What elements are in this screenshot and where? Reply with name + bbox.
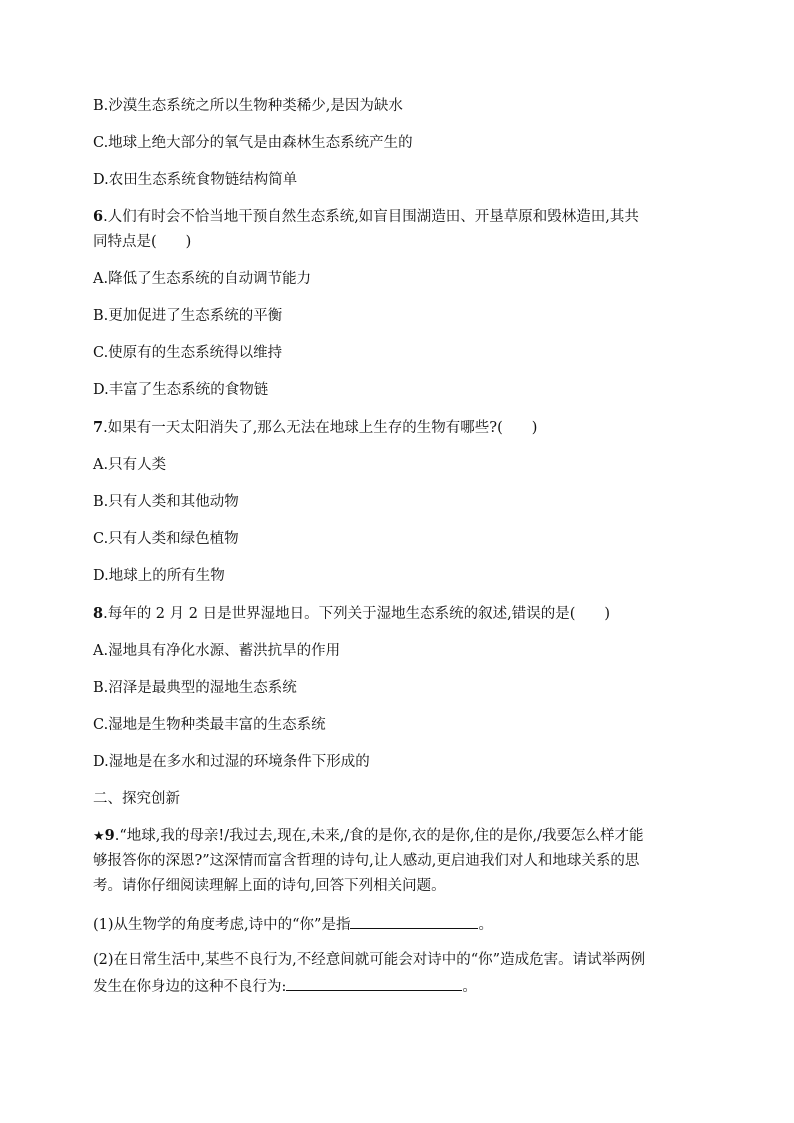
- answer-blank-1[interactable]: [350, 913, 478, 929]
- q8-stem: [93, 604, 610, 624]
- q6-stem-line2: 同特点是( ): [93, 234, 192, 250]
- q8-option-c: C.湿地是生物种类最丰富的生态系统: [93, 717, 326, 733]
- q9-stem-line1: [93, 826, 644, 847]
- q5-option-b: B.沙漠生态系统之所以生物种类稀少,是因为缺水: [93, 98, 403, 114]
- q9-sub1-end: 。: [478, 917, 493, 933]
- q8-option-b: B.沼泽是最典型的湿地生态系统: [93, 680, 297, 696]
- q9-sub2-end: 。: [462, 979, 477, 995]
- q8-option-a: A.湿地具有净化水源、蓄洪抗旱的作用: [93, 643, 341, 659]
- star-icon: ★: [93, 829, 105, 844]
- q7-stem: [93, 418, 537, 438]
- q9-sub2-text: 发生在你身边的这种不良行为:: [93, 979, 287, 995]
- q7-option-b: B.只有人类和其他动物: [93, 494, 239, 510]
- answer-blank-2[interactable]: [286, 975, 462, 991]
- q9-sub2-line1: (2)在日常生活中,某些不良行为,不经意间就可能会对诗中的“你”造成危害。请试举两例: [93, 952, 646, 968]
- q5-option-d: D.农田生态系统食物链结构简单: [93, 172, 298, 188]
- q8-stem-text: .每年的 2 月 2 日是世界湿地日。下列关于湿地生态系统的叙述,错误的是( ): [103, 606, 611, 622]
- q7-option-a: A.只有人类: [93, 457, 167, 473]
- q7-stem-text: .如果有一天太阳消失了,那么无法在地球上生存的生物有哪些?( ): [103, 420, 538, 436]
- q9-stem-text: .“地球,我的母亲!/我过去,现在,未来,/食的是你,衣的是你,住的是你,/我要怎么样才能: [114, 828, 644, 844]
- q9-sub1-text: (1)从生物学的角度考虑,诗中的“你”是指: [93, 917, 351, 933]
- q7-option-d: D.地球上的所有生物: [93, 568, 225, 584]
- q9-number: 9: [104, 827, 115, 844]
- q6-option-b: B.更加促进了生态系统的平衡: [93, 308, 283, 324]
- q8-option-d: D.湿地是在多水和过湿的环境条件下形成的: [93, 754, 370, 770]
- q9-sub2-line2: [93, 975, 477, 997]
- q6-option-a: A.降低了生态系统的自动调节能力: [93, 271, 312, 287]
- q6-number: 6: [93, 208, 104, 225]
- q5-option-c: C.地球上绝大部分的氧气是由森林生态系统产生的: [93, 135, 413, 151]
- q9-stem-line3: 考。请你仔细阅读理解上面的诗句,回答下列相关问题。: [93, 878, 446, 894]
- q6-option-d: D.丰富了生态系统的食物链: [93, 382, 269, 398]
- q8-number: 8: [93, 605, 104, 622]
- q6-option-c: C.使原有的生态系统得以维持: [93, 345, 283, 361]
- q9-stem-line2: 够报答你的深恩?”这深情而富含哲理的诗句,让人感动,更启迪我们对人和地球关系的思: [93, 853, 640, 869]
- q7-number: 7: [93, 419, 104, 436]
- q9-sub1: [93, 913, 493, 935]
- q6-stem-text: .人们有时会不恰当地干预自然生态系统,如盲目围湖造田、开垦草原和毁林造田,其共: [103, 209, 639, 225]
- section-heading: 二、探究创新: [93, 791, 180, 807]
- q7-option-c: C.只有人类和绿色植物: [93, 531, 239, 547]
- q6-stem-line1: [93, 207, 639, 227]
